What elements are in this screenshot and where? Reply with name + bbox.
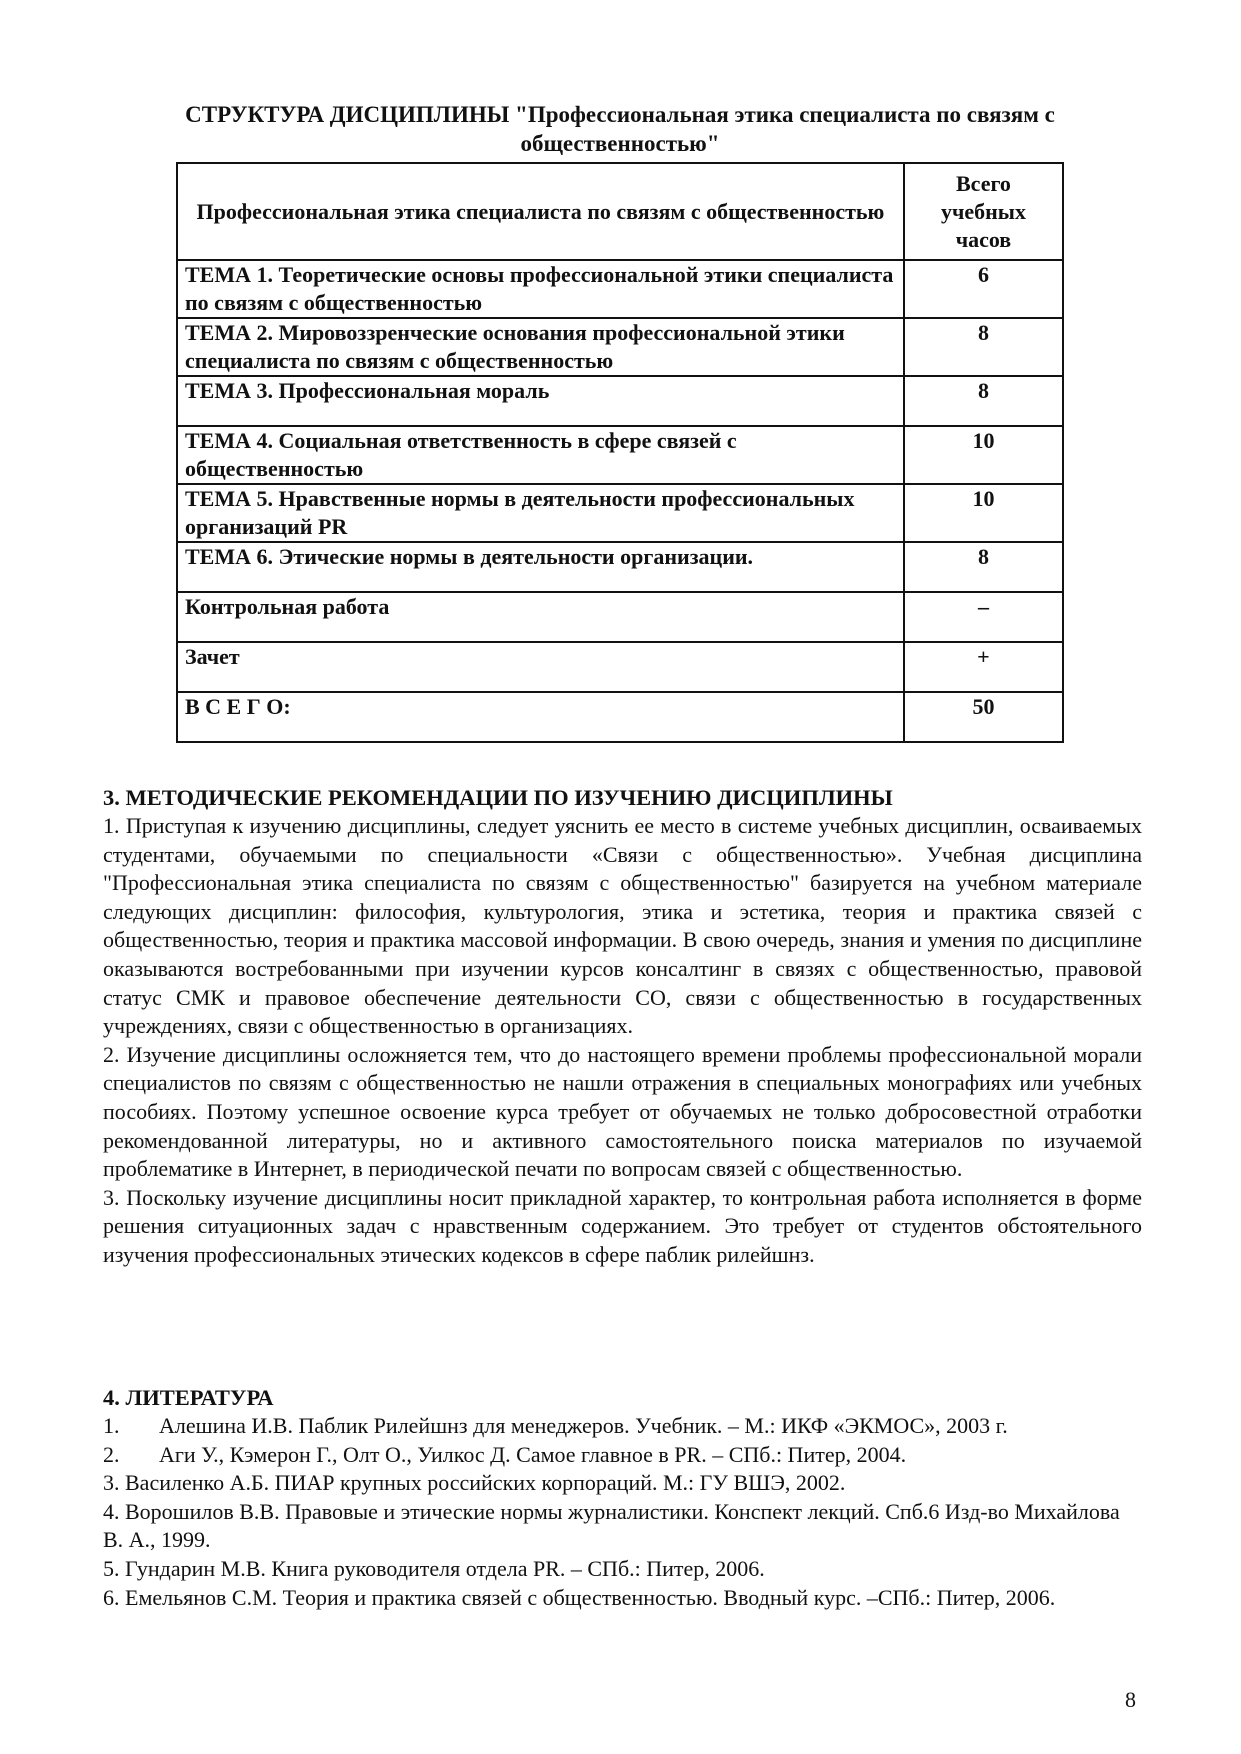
item-text: Аги У., Кэмерон Г., Олт О., Уилкос Д. Самое главное в PR. – СПб.: Питер, 2004. [159, 1441, 907, 1467]
list-item [103, 1584, 1142, 1613]
topic-cell: ТЕМА 6. Этические нормы в деятельности организации. [177, 542, 904, 592]
list-item [103, 1469, 1142, 1498]
list-item [103, 1441, 1142, 1470]
methods-paragraph-2: 2. Изучение дисциплины осложняется тем, что до настоящего времени проблемы профессиональной морали специалистов по связям с общественностью не нашли отражения в специальных монографиях или учебных пособиях. Поэтому успешное освоение курса требует от обучаемых не только добросовестной отработки рекомендованной литературы, но и активного самостоятельного поиска материалов по изучаемой проблематике в Интернет, в периодической печати по вопросам связей с общественностью. [103, 1041, 1142, 1182]
item-text: Алешина И.В. Паблик Рилейшнз для менеджеров. Учебник. – М.: ИКФ «ЭКМОС», 2003 г. [159, 1413, 1008, 1438]
hours-cell: + [904, 642, 1063, 692]
hours-cell: 8 [904, 318, 1063, 376]
table-row [177, 318, 1063, 376]
item-text: 4. Ворошилов В.В. Правовые и этические нормы журналистики. Конспект лекций. Спб.6 Изд-во Михайлова В. А., 1999. [103, 1498, 1120, 1553]
hours-cell: 10 [904, 426, 1063, 484]
literature-list [103, 1412, 1142, 1612]
table-row [177, 642, 1063, 692]
header-hours: Всего учебных часов [904, 163, 1063, 260]
methods-heading: 3. МЕТОДИЧЕСКИЕ РЕКОМЕНДАЦИИ ПО ИЗУЧЕНИЮ ДИСЦИПЛИНЫ [103, 785, 893, 810]
list-item [103, 1412, 1142, 1441]
methods-paragraph-1: 1. Приступая к изучению дисциплины, следует уяснить ее место в системе учебных дисциплин, осваиваемых студентами, обучаемыми по специальности «Связи с общественностью». Учебная дисциплина "Профессиональная этика специалиста по связям с общественностью" базируется на учебном материале следующих дисциплин: философия, культурология, этика и эстетика, теория и практика связей с общественностью, теория и практика массовой информации. В свою очередь, знания и умения по дисциплине оказываются востребованными при изучении курсов консалтинг в связях с общественностью, правовой статус СМК и правовое обеспечение деятельности СО, связи с общественностью в государственных учреждениях, связи с общественностью в организациях. [103, 813, 1142, 1039]
topic-cell: Контрольная работа [177, 592, 904, 642]
page-number: 8 [1125, 1687, 1136, 1712]
topic-cell: В С Е Г О: [177, 692, 904, 742]
topic-cell: ТЕМА 3. Профессиональная мораль [177, 376, 904, 426]
topic-cell: ТЕМА 4. Социальная ответственность в сфере связей с общественностью [177, 426, 904, 484]
list-item [103, 1555, 1142, 1584]
hours-cell: 8 [904, 376, 1063, 426]
hours-cell: – [904, 592, 1063, 642]
topic-cell: ТЕМА 2. Мировоззренческие основания профессиональной этики специалиста по связям с общественностью [177, 318, 904, 376]
table-row [177, 484, 1063, 542]
header-topic: Профессиональная этика специалиста по связям с общественностью [177, 163, 904, 260]
topic-cell: Зачет [177, 642, 904, 692]
methods-paragraph-3: 3. Поскольку изучение дисциплины носит прикладной характер, то контрольная работа исполняется в форме решения ситуационных задач с нравственным содержанием. Это требует от студентов обстоятельного изучения профессиональных этических кодексов в сфере паблик рилейшнз. [103, 1184, 1142, 1267]
table-row [177, 376, 1063, 426]
hours-cell: 50 [904, 692, 1063, 742]
document-title [120, 100, 1120, 158]
table-header-row [177, 163, 1063, 260]
table-row-total [177, 692, 1063, 742]
discipline-structure-table [176, 162, 1064, 743]
item-number: 1. [103, 1413, 120, 1438]
literature-heading: 4. ЛИТЕРАТУРА [103, 1385, 274, 1410]
item-text: 5. Гундарин М.В. Книга руководителя отдела PR. – СПб.: Питер, 2006. [103, 1555, 765, 1581]
title-line-1: СТРУКТУРА ДИСЦИПЛИНЫ "Профессиональная этика специалиста по связям с [185, 102, 1055, 127]
hours-cell: 10 [904, 484, 1063, 542]
hours-cell: 8 [904, 542, 1063, 592]
item-text: 3. Василенко А.Б. ПИАР крупных российских корпораций. М.: ГУ ВШЭ, 2002. [103, 1470, 846, 1496]
literature-section [103, 1383, 1142, 1612]
topic-cell: ТЕМА 5. Нравственные нормы в деятельности профессиональных организаций PR [177, 484, 904, 542]
hours-cell: 6 [904, 260, 1063, 318]
item-text: 6. Емельянов С.М. Теория и практика связей с общественностью. Вводный курс. –СПб.: Питер, 2006. [103, 1584, 1056, 1610]
table-row [177, 260, 1063, 318]
topic-cell: ТЕМА 1. Теоретические основы профессиональной этики специалиста по связям с общественностью [177, 260, 904, 318]
table-row [177, 592, 1063, 642]
item-number: 2. [103, 1441, 120, 1467]
table-row [177, 426, 1063, 484]
table-row [177, 542, 1063, 592]
methods-section [103, 783, 1142, 1270]
title-line-2: общественностью" [520, 131, 720, 156]
list-item [103, 1498, 1142, 1555]
